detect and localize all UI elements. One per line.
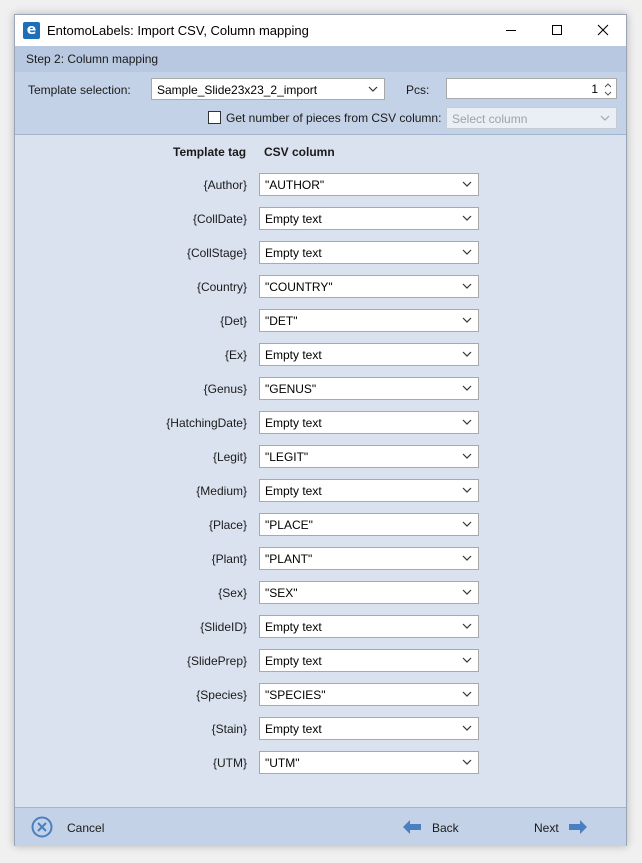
csv-column-dropdown[interactable] [259, 411, 479, 434]
cancel-button[interactable] [29, 808, 119, 846]
close-icon [597, 24, 609, 36]
chevron-down-icon [462, 725, 472, 731]
chevron-down-icon [600, 115, 610, 121]
csv-column-value: Empty text [265, 484, 322, 498]
csv-column-value: "GENUS" [265, 382, 317, 396]
csv-column-dropdown[interactable] [259, 683, 479, 706]
template-tag-label: {CollStage} [186, 246, 247, 260]
template-tag-label: {Plant} [211, 552, 247, 566]
select-column-placeholder: Select column [452, 112, 528, 126]
template-tag-label: {Ex} [224, 348, 247, 362]
chevron-down-icon [462, 521, 472, 527]
csv-column-value: Empty text [265, 212, 322, 226]
csv-column-value: "LEGIT" [265, 450, 309, 464]
csv-column-dropdown[interactable] [259, 207, 479, 230]
back-button[interactable] [402, 808, 472, 846]
template-selection-value: Sample_Slide23x23_2_import [157, 83, 318, 97]
minimize-button[interactable] [488, 15, 534, 46]
chevron-down-icon [462, 249, 472, 255]
csv-column-dropdown[interactable] [259, 581, 479, 604]
template-selection-label: Template selection: [28, 83, 131, 97]
pcs-value: 1 [591, 82, 598, 96]
csv-column-value: "AUTHOR" [265, 178, 325, 192]
minimize-icon [505, 24, 517, 36]
chevron-down-icon [462, 657, 472, 663]
template-tag-label: {Sex} [218, 586, 247, 600]
csv-column-value: "COUNTRY" [265, 280, 333, 294]
back-label: Back [432, 821, 459, 835]
chevron-down-icon [462, 691, 472, 697]
csv-column-value: Empty text [265, 416, 322, 430]
csv-column-dropdown[interactable] [259, 241, 479, 264]
template-tag-label: {HatchingDate} [166, 416, 247, 430]
csv-column-dropdown[interactable] [259, 173, 479, 196]
chevron-down-icon [462, 215, 472, 221]
maximize-icon [551, 24, 563, 36]
csv-column-dropdown[interactable] [259, 547, 479, 570]
template-tag-label: {Legit} [212, 450, 247, 464]
csv-column-value: "PLANT" [265, 552, 313, 566]
chevron-down-icon [462, 181, 472, 187]
next-label: Next [534, 821, 559, 835]
csv-column-dropdown[interactable] [259, 309, 479, 332]
template-tag-header: Template tag [173, 145, 247, 159]
chevron-down-icon [462, 589, 472, 595]
next-button[interactable] [532, 808, 602, 846]
pieces-from-csv-checkbox[interactable] [208, 111, 221, 124]
pieces-from-csv-label: Get number of pieces from CSV column: [226, 111, 442, 125]
step-title: Step 2: Column mapping [26, 52, 159, 66]
spin-up-icon [603, 81, 613, 89]
pcs-spinner[interactable] [446, 78, 617, 99]
csv-column-header: CSV column [264, 145, 335, 159]
csv-column-value: "DET" [265, 314, 298, 328]
template-panel [15, 72, 626, 135]
template-tag-label: {Species} [196, 688, 247, 702]
csv-column-dropdown[interactable] [259, 445, 479, 468]
csv-column-value: Empty text [265, 246, 322, 260]
csv-column-value: Empty text [265, 654, 322, 668]
csv-column-dropdown[interactable] [259, 717, 479, 740]
csv-column-value: Empty text [265, 348, 322, 362]
close-button[interactable] [580, 15, 626, 46]
csv-column-value: "SPECIES" [265, 688, 326, 702]
csv-column-value: Empty text [265, 620, 322, 634]
pcs-label: Pcs: [406, 83, 430, 97]
arrow-right-icon [569, 820, 587, 834]
csv-column-value: "SEX" [265, 586, 298, 600]
csv-column-dropdown[interactable] [259, 275, 479, 298]
title-bar[interactable] [15, 15, 626, 46]
chevron-down-icon [462, 419, 472, 425]
chevron-down-icon [462, 487, 472, 493]
spin-down-icon [603, 90, 613, 98]
step-header [15, 46, 626, 73]
import-csv-window [14, 14, 627, 846]
template-tag-label: {CollDate} [192, 212, 247, 226]
wizard-footer [15, 807, 626, 846]
chevron-down-icon [462, 555, 472, 561]
template-tag-label: {Genus} [203, 382, 247, 396]
column-mapping-grid [15, 135, 626, 807]
template-tag-label: {UTM} [212, 756, 247, 770]
chevron-down-icon [462, 623, 472, 629]
template-tag-label: {Author} [203, 178, 247, 192]
chevron-down-icon [462, 283, 472, 289]
cancel-icon [31, 816, 53, 838]
csv-column-value: "PLACE" [265, 518, 313, 532]
csv-column-dropdown[interactable] [259, 377, 479, 400]
chevron-down-icon [462, 759, 472, 765]
template-tag-label: {Medium} [196, 484, 247, 498]
template-tag-label: {Stain} [211, 722, 247, 736]
window-title: EntomoLabels: Import CSV, Column mapping [47, 23, 309, 38]
template-selection-dropdown[interactable] [151, 78, 385, 100]
csv-column-dropdown[interactable] [259, 649, 479, 672]
template-tag-label: {Country} [196, 280, 247, 294]
cancel-label: Cancel [67, 821, 105, 835]
csv-column-value: "UTM" [265, 756, 300, 770]
csv-column-dropdown[interactable] [259, 615, 479, 638]
csv-column-dropdown[interactable] [259, 751, 479, 774]
chevron-down-icon [462, 317, 472, 323]
maximize-button[interactable] [534, 15, 580, 46]
chevron-down-icon [368, 86, 378, 92]
csv-column-dropdown[interactable] [259, 479, 479, 502]
chevron-down-icon [462, 351, 472, 357]
template-tag-label: {SlidePrep} [186, 654, 247, 668]
entomolabels-app-icon: e [23, 22, 40, 39]
template-tag-label: {Place} [208, 518, 247, 532]
template-tag-label: {SlideID} [200, 620, 247, 634]
chevron-down-icon [462, 453, 472, 459]
chevron-down-icon [462, 385, 472, 391]
select-column-dropdown[interactable] [446, 107, 617, 129]
csv-column-value: Empty text [265, 722, 322, 736]
template-tag-label: {Det} [220, 314, 247, 328]
csv-column-dropdown[interactable] [259, 513, 479, 536]
csv-column-dropdown[interactable] [259, 343, 479, 366]
arrow-left-icon [403, 820, 421, 834]
